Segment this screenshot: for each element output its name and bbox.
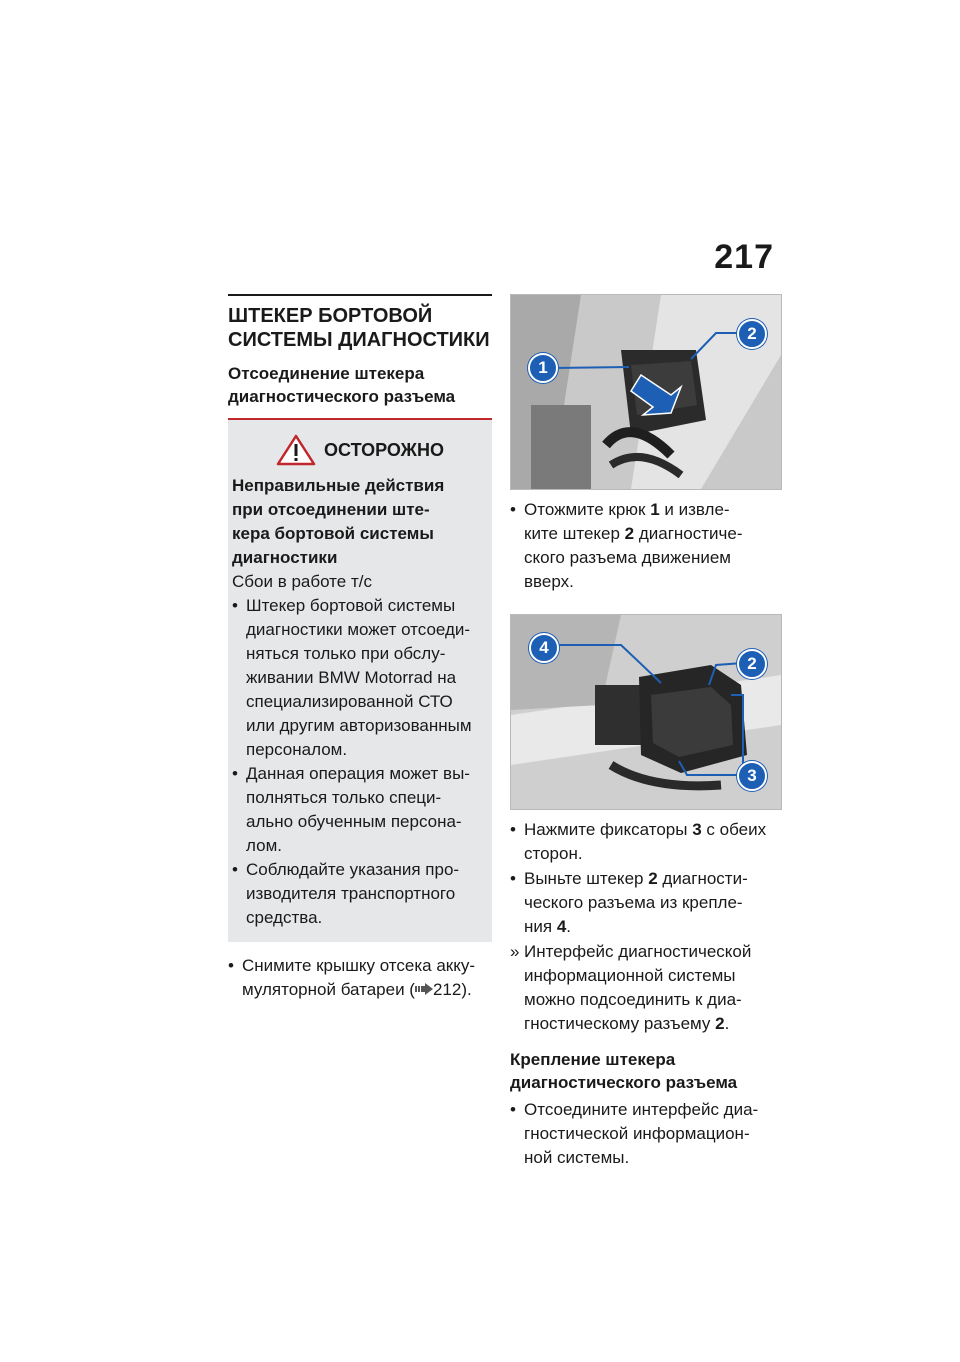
warning-subtitle xyxy=(232,474,488,570)
line: изводителя транспортного xyxy=(246,884,456,903)
bullet: • xyxy=(232,860,238,879)
line: информационной системы xyxy=(524,966,736,985)
text: и извле- xyxy=(659,500,730,519)
warning-subtitle-line: диагностики xyxy=(232,548,338,567)
callout-2: 2 xyxy=(737,649,767,679)
warning-list-item xyxy=(232,762,488,858)
line: сторон. xyxy=(524,844,583,863)
line: гностической информацион- xyxy=(524,1124,750,1143)
text: муляторной батареи ( xyxy=(242,980,415,999)
line: Данная операция может вы- xyxy=(246,764,470,783)
line: вверх. xyxy=(524,572,574,591)
page-reference-link[interactable]: 212). xyxy=(432,980,472,999)
line: Штекер бортовой системы xyxy=(246,596,456,615)
text: диагности- xyxy=(657,869,748,888)
photo-diagnostic-plug-latches xyxy=(510,614,782,810)
step-list-left xyxy=(228,954,492,1002)
bullet: • xyxy=(232,596,238,615)
result-marker: » xyxy=(510,942,520,961)
line: живании BMW Motorrad на xyxy=(246,668,457,687)
line: можно подсоединить к диа- xyxy=(524,990,742,1009)
subsection-title-line: диагностического разъема xyxy=(510,1073,738,1092)
section-title-line: СИСТЕМЫ ДИАГНОСТИКИ xyxy=(228,329,490,351)
text: Нажмите фиксаторы xyxy=(524,820,693,839)
line: Снимите крышку отсека акку- xyxy=(242,956,476,975)
line: специализированной СТО xyxy=(246,692,453,711)
item-number: 2 xyxy=(624,524,635,543)
bullet: • xyxy=(510,500,516,519)
line xyxy=(524,1012,782,1036)
callout-1: 1 xyxy=(528,353,558,383)
step-list-right-2 xyxy=(510,818,782,1036)
warning-subtitle-line: кера бортовой системы xyxy=(232,524,434,543)
step-list-right-3 xyxy=(510,1098,782,1170)
line: ского разъема движением xyxy=(524,548,731,567)
callout-4: 4 xyxy=(529,633,559,663)
bullet: • xyxy=(510,820,516,839)
line: средства. xyxy=(246,908,323,927)
line xyxy=(524,915,782,939)
page-number: 217 xyxy=(714,238,774,276)
text: . xyxy=(566,917,572,936)
item-number: 2 xyxy=(648,869,658,888)
bullet: • xyxy=(232,764,238,783)
item-number: 4 xyxy=(556,917,567,936)
text: с обеих xyxy=(701,820,767,839)
warning-list-item xyxy=(232,594,488,762)
warning-subtitle-line: при отсоединении ште- xyxy=(232,500,430,519)
line: ной системы. xyxy=(524,1148,630,1167)
section-rule xyxy=(228,294,492,296)
warning-box xyxy=(228,420,492,942)
section-title xyxy=(228,304,492,352)
subsection-title-line: диагностического разъема xyxy=(228,387,456,406)
right-column xyxy=(510,294,782,1171)
step-item xyxy=(510,1098,782,1170)
warning-subtitle-line: Неправильные действия xyxy=(232,476,445,495)
step-list-right-1 xyxy=(510,498,782,594)
line xyxy=(524,498,782,522)
photo-diagnostic-plug-removal xyxy=(510,294,782,490)
text: ките штекер xyxy=(524,524,625,543)
step-item xyxy=(228,954,492,1002)
line: Отсоедините интерфейс диа- xyxy=(524,1100,759,1119)
left-column xyxy=(228,294,492,1003)
line xyxy=(524,867,782,891)
line: няться только при обслу- xyxy=(246,644,446,663)
step-item xyxy=(510,498,782,594)
warning-text: Сбои в работе т/с xyxy=(232,572,372,591)
line: Интерфейс диагностической xyxy=(524,942,752,961)
line: персоналом. xyxy=(246,740,348,759)
line: лом. xyxy=(246,836,282,855)
item-number: 1 xyxy=(650,500,660,519)
text: диагностиче- xyxy=(634,524,743,543)
callout-2: 2 xyxy=(737,319,767,349)
line: Соблюдайте указания про- xyxy=(246,860,460,879)
subsection-title-2 xyxy=(510,1048,782,1094)
text: ния xyxy=(524,917,557,936)
warning-triangle-icon xyxy=(276,434,316,466)
line: или другим авторизованным xyxy=(246,716,472,735)
line: ально обученным персона- xyxy=(246,812,462,831)
text: Отожмите крюк xyxy=(524,500,651,519)
subsection-title xyxy=(228,362,492,408)
text: . xyxy=(724,1014,730,1033)
result-item xyxy=(510,940,782,1036)
line: диагностики может отсоеди- xyxy=(246,620,471,639)
line xyxy=(524,818,782,842)
item-number: 2 xyxy=(715,1014,725,1033)
line xyxy=(242,978,492,1002)
step-item xyxy=(510,867,782,939)
item-number: 3 xyxy=(692,820,702,839)
step-item xyxy=(510,818,782,866)
line xyxy=(524,522,782,546)
subsection-title-line: Отсоединение штекера xyxy=(228,364,425,383)
warning-header xyxy=(232,434,488,466)
warning-list-item xyxy=(232,858,488,930)
subsection-title-line: Крепление штекера xyxy=(510,1050,676,1069)
bullet: • xyxy=(510,1100,516,1119)
text: гностическому разъему xyxy=(524,1014,716,1033)
bullet: • xyxy=(228,956,234,975)
warning-title: ОСТОРОЖНО xyxy=(324,439,444,460)
bullet: • xyxy=(510,869,516,888)
callout-3: 3 xyxy=(737,761,767,791)
text: Выньте штекер xyxy=(524,869,649,888)
line: полняться только специ- xyxy=(246,788,442,807)
warning-list xyxy=(232,594,488,930)
page-reference-arrow-icon xyxy=(415,983,433,995)
section-title-line: ШТЕКЕР БОРТОВОЙ xyxy=(228,305,433,327)
line: ческого разъема из крепле- xyxy=(524,893,743,912)
